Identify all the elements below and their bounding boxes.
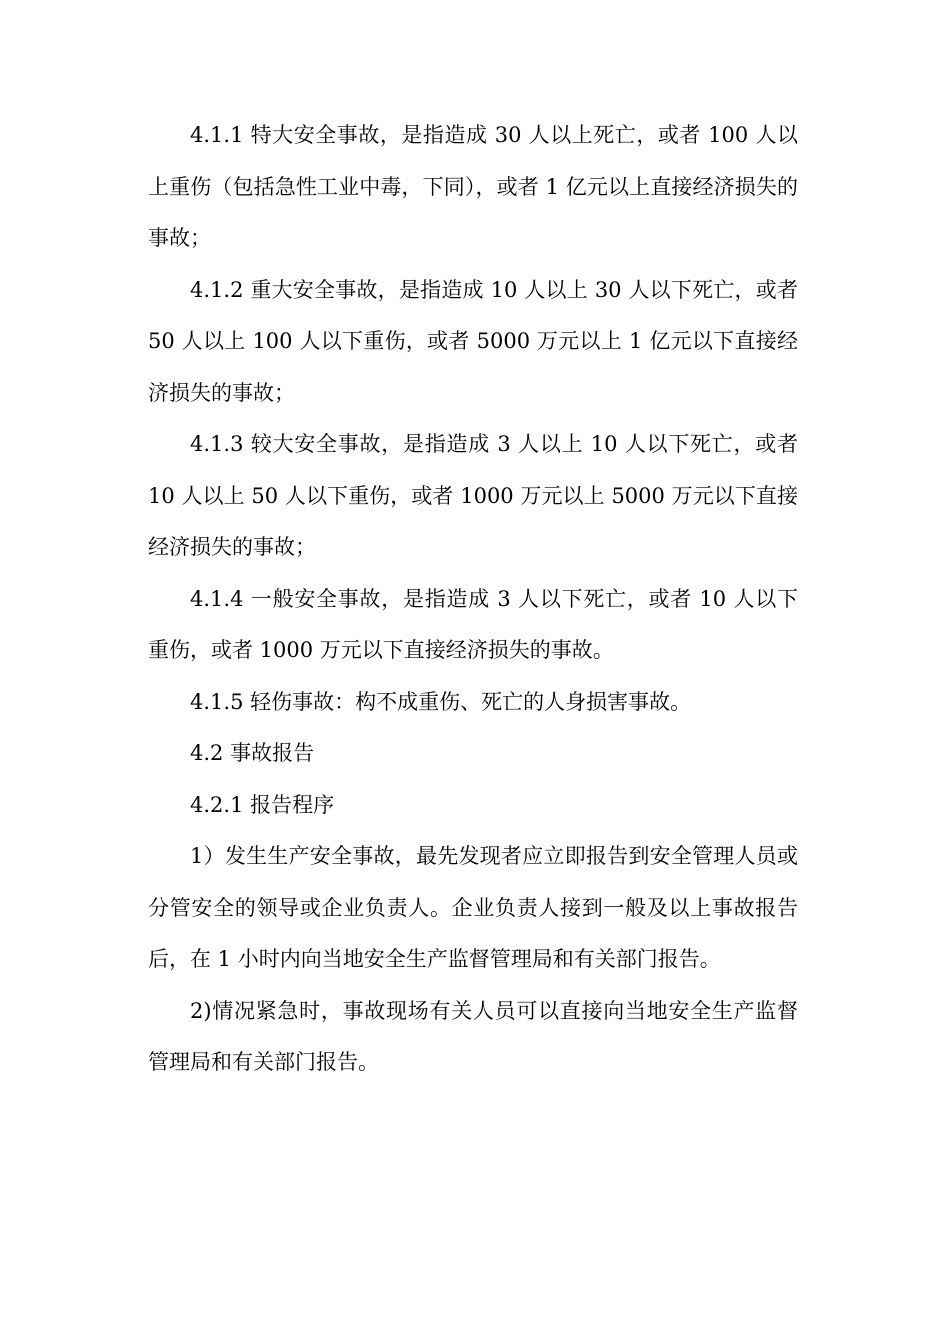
- subsection-heading-4-2-1: 4.2.1 报告程序: [190, 792, 335, 817]
- paragraph-4-1-2: 4.1.2 重大安全事故，是指造成 10 人以上 30 人以下死亡，或者 50 人以上 100 人以下重伤，或者 5000 万元以上 1 亿元以下直接经济损失的事故；: [148, 277, 798, 405]
- paragraph-4-1-3: 4.1.3 较大安全事故，是指造成 3 人以上 10 人以下死亡，或者 10 人以上 50 人以下重伤，或者 1000 万元以上 5000 万元以下直接经济损失的事故；: [148, 432, 798, 559]
- paragraph-report-step-2: 2)情况紧急时，事故现场有关人员可以直接向当地安全生产监督管理局和有关部门报告。: [148, 998, 798, 1074]
- section-heading-4-2: 4.2 事故报告: [190, 741, 315, 765]
- paragraph-4-1-1: 4.1.1 特大安全事故，是指造成 30 人以上死亡，或者 100 人以上重伤（包括急性工业中毒，下同），或者 1 亿元以上直接经济损失的事故；: [148, 123, 798, 250]
- paragraph-4-1-5: 4.1.5 轻伤事故：构不成重伤、死亡的人身损害事故。: [190, 689, 692, 714]
- paragraph-4-1-4: 4.1.4 一般安全事故，是指造成 3 人以下死亡，或者 10 人以下重伤，或者 1000 万元以下直接经济损失的事故。: [148, 586, 798, 662]
- paragraph-report-step-1: 1）发生生产安全事故，最先发现者应立即报告到安全管理人员或分管安全的领导或企业负责人。企业负责人接到一般及以上事故报告后，在 1 小时内向当地安全生产监督管理局和有关部门报告。: [148, 844, 798, 971]
- document-body: [148, 110, 798, 1089]
